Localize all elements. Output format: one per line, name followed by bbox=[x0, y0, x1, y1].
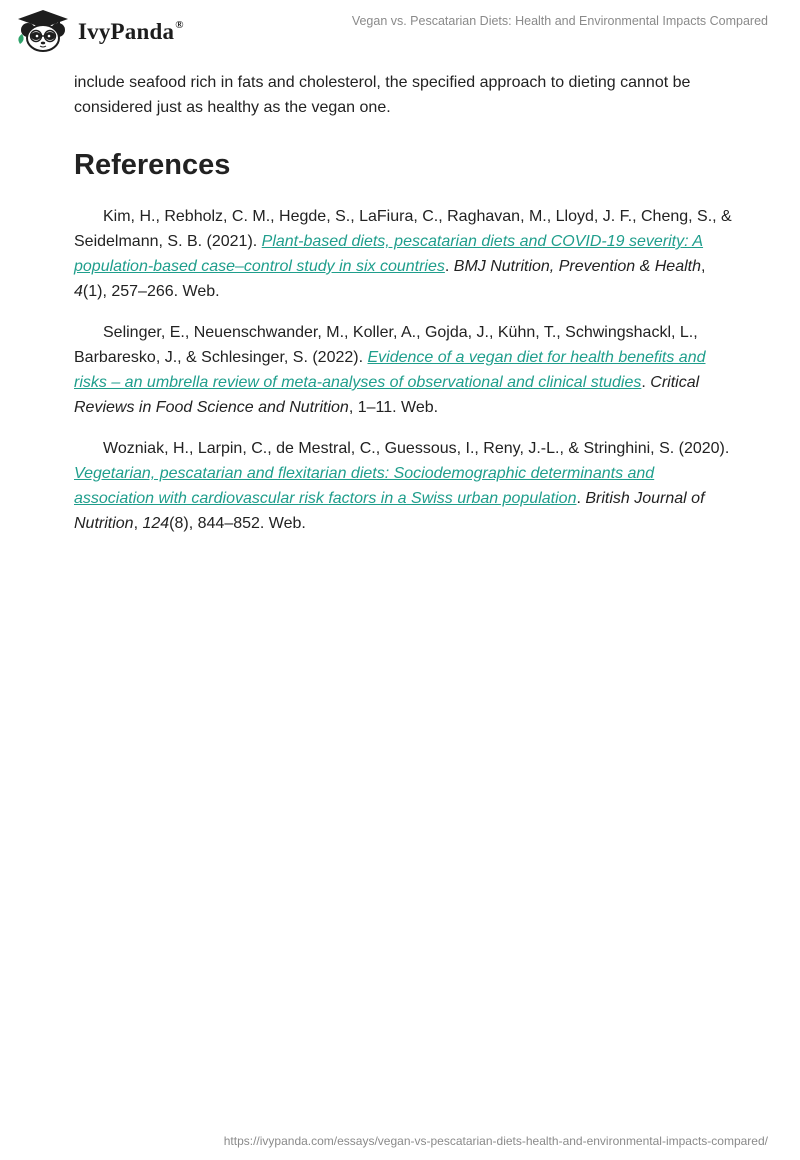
reference-journal: Critical Reviews in Food Science and Nutrition bbox=[74, 374, 700, 416]
reference-link[interactable]: Vegetarian, pescatarian and flexitarian diets: Sociodemographic determinants and association with cardiovascular risk factors in a Swiss urban population bbox=[74, 465, 655, 507]
footer-url: https://ivypanda.com/essays/vegan-vs-pescatarian-diets-health-and-environmental-impacts-compared/ bbox=[223, 1134, 768, 1148]
reference-item bbox=[74, 320, 734, 420]
reference-volume: 4 bbox=[74, 283, 83, 300]
reference-separator: , bbox=[133, 515, 143, 532]
intro-paragraph: include seafood rich in fats and cholesterol, the specified approach to dieting cannot be considered just as healthy as the vegan one. bbox=[74, 74, 691, 116]
ivypanda-logo[interactable] bbox=[14, 8, 184, 52]
registered-mark: ® bbox=[175, 19, 184, 32]
document-body bbox=[74, 70, 734, 552]
reference-separator: , bbox=[701, 258, 706, 275]
reference-authors: Kim, H., Rebholz, C. M., Hegde, S., LaFiura, C., Raghavan, M., Lloyd, J. F., Cheng, S., & Seidelmann, S. B. (2021). bbox=[74, 208, 732, 250]
reference-link[interactable]: Plant-based diets, pescatarian diets and COVID-19 severity: A population-based case–control study in six countries bbox=[74, 233, 704, 275]
document-title: Vegan vs. Pescatarian Diets: Health and Environmental Impacts Compared bbox=[351, 14, 768, 28]
reference-journal: British Journal of Nutrition bbox=[74, 490, 705, 532]
panda-graduate-icon bbox=[14, 8, 72, 52]
reference-pages: (8), 844–852. Web. bbox=[169, 515, 306, 532]
reference-journal: BMJ Nutrition, Prevention & Health bbox=[453, 258, 701, 275]
page-header bbox=[0, 0, 800, 64]
reference-link[interactable]: Evidence of a vegan diet for health benefits and risks – an umbrella review of meta-analyses of observational and clinical studies bbox=[74, 349, 706, 391]
reference-pages: (1), 257–266. Web. bbox=[82, 283, 220, 300]
reference-authors: Wozniak, H., Larpin, C., de Mestral, C., Guessous, I., Reny, J.-L., & Stringhini, S. (2020). bbox=[103, 440, 730, 457]
reference-separator: . bbox=[444, 258, 454, 275]
reference-separator: . bbox=[576, 490, 586, 507]
reference-authors: Selinger, E., Neuenschwander, M., Koller, A., Gojda, J., Kühn, T., Schwingshackl, L., Barbaresko, J., & Schlesinger, S. (2022). bbox=[74, 324, 698, 366]
reference-volume: 124 bbox=[142, 515, 170, 532]
reference-pages: , 1–11. Web. bbox=[348, 399, 439, 416]
reference-item bbox=[74, 436, 734, 536]
reference-separator: . bbox=[641, 374, 651, 391]
brand-name: IvyPanda® bbox=[78, 19, 184, 44]
reference-item bbox=[74, 204, 734, 304]
references-heading: References bbox=[74, 149, 231, 181]
